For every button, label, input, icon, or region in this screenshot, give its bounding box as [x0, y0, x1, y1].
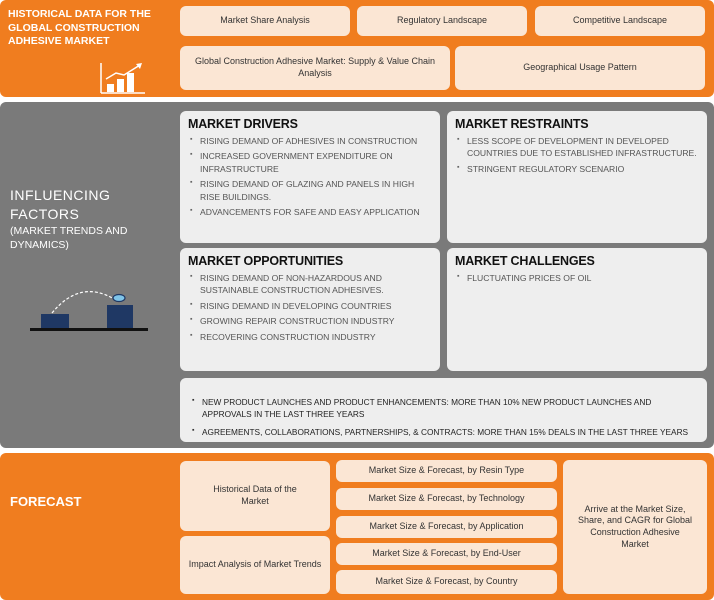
- list-item: ▪ RISING DEMAND OF ADHESIVES IN CONSTRUCTION: [188, 135, 432, 147]
- forecast-title: FORECAST: [10, 494, 82, 509]
- market-challenges-card: [447, 248, 707, 371]
- list-item: ▪ RISING DEMAND OF NON-HAZARDOUS AND SUSTAINABLE CONSTRUCTION ADHESIVES.: [188, 272, 432, 297]
- forecast-technology-box: Market Size & Forecast, by Technology: [336, 488, 557, 510]
- supply-value-chain-box: Global Construction Adhesive Market: Supply & Value Chain Analysis: [180, 46, 450, 90]
- list-item: ▪ RECOVERING CONSTRUCTION INDUSTRY: [188, 331, 432, 343]
- forecast-end-user-box: Market Size & Forecast, by End-User: [336, 543, 557, 565]
- market-opportunities-card: [180, 248, 440, 371]
- jump-boxes-icon: [30, 285, 148, 335]
- regulatory-landscape-box: Regulatory Landscape: [357, 6, 527, 36]
- developments-card: [180, 378, 707, 442]
- list-item: ▪ RISING DEMAND IN DEVELOPING COUNTRIES: [188, 300, 432, 312]
- forecast-application-box: Market Size & Forecast, by Application: [336, 516, 557, 538]
- market-opportunities-heading: MARKET OPPORTUNITIES: [188, 254, 344, 268]
- historical-data-box: Historical Data of the Market: [180, 461, 330, 531]
- market-drivers-card: [180, 111, 440, 243]
- list-item: ▪ GROWING REPAIR CONSTRUCTION INDUSTRY: [188, 315, 432, 327]
- list-item: ▪ FLUCTUATING PRICES OF OIL: [455, 272, 699, 284]
- market-challenges-heading: MARKET CHALLENGES: [455, 254, 595, 268]
- list-item: ▪ NEW PRODUCT LAUNCHES AND PRODUCT ENHANCEMENTS: MORE THAN 10% NEW PRODUCT LAUNCHES AND APPROVALS IN THE LAST THREE YEARS: [190, 396, 697, 421]
- market-share-analysis-box: Market Share Analysis: [180, 6, 350, 36]
- list-item: ▪ AGREEMENTS, COLLABORATIONS, PARTNERSHIPS, & CONTRACTS: MORE THAN 15% DEALS IN THE LAST THREE YEARS: [190, 426, 697, 438]
- list-item: ▪ STRINGENT REGULATORY SCENARIO: [455, 163, 699, 175]
- list-item: ▪ INCREASED GOVERNMENT EXPENDITURE ON INFRASTRUCTURE: [188, 150, 432, 175]
- influencing-subtitle: (MARKET TRENDS AND DYNAMICS): [10, 225, 128, 251]
- list-item: ▪ RISING DEMAND OF GLAZING AND PANELS IN HIGH RISE BUILDINGS.: [188, 178, 432, 203]
- market-size-outcome-box: Arrive at the Market Size, Share, and CAGR for Global Construction Adhesive Market: [563, 460, 707, 594]
- bar-chart-growth-icon: [100, 62, 146, 94]
- forecast-resin-type-box: Market Size & Forecast, by Resin Type: [336, 460, 557, 482]
- market-restraints-heading: MARKET RESTRAINTS: [455, 117, 589, 131]
- historical-title: HISTORICAL DATA FOR THE GLOBAL CONSTRUCTION ADHESIVE MARKET: [8, 8, 151, 48]
- influencing-title: INFLUENCING FACTORS: [10, 187, 111, 222]
- forecast-country-box: Market Size & Forecast, by Country: [336, 570, 557, 594]
- geographical-usage-box: Geographical Usage Pattern: [455, 46, 705, 90]
- market-restraints-card: [447, 111, 707, 243]
- list-item: ▪ LESS SCOPE OF DEVELOPMENT IN DEVELOPED COUNTRIES DUE TO ESTABLISHED INFRASTRUCTURE.: [455, 135, 699, 160]
- competitive-landscape-box: Competitive Landscape: [535, 6, 705, 36]
- list-item: ▪ ADVANCEMENTS FOR SAFE AND EASY APPLICATION: [188, 206, 432, 218]
- impact-analysis-box: Impact Analysis of Market Trends: [180, 536, 330, 594]
- market-drivers-heading: MARKET DRIVERS: [188, 117, 298, 131]
